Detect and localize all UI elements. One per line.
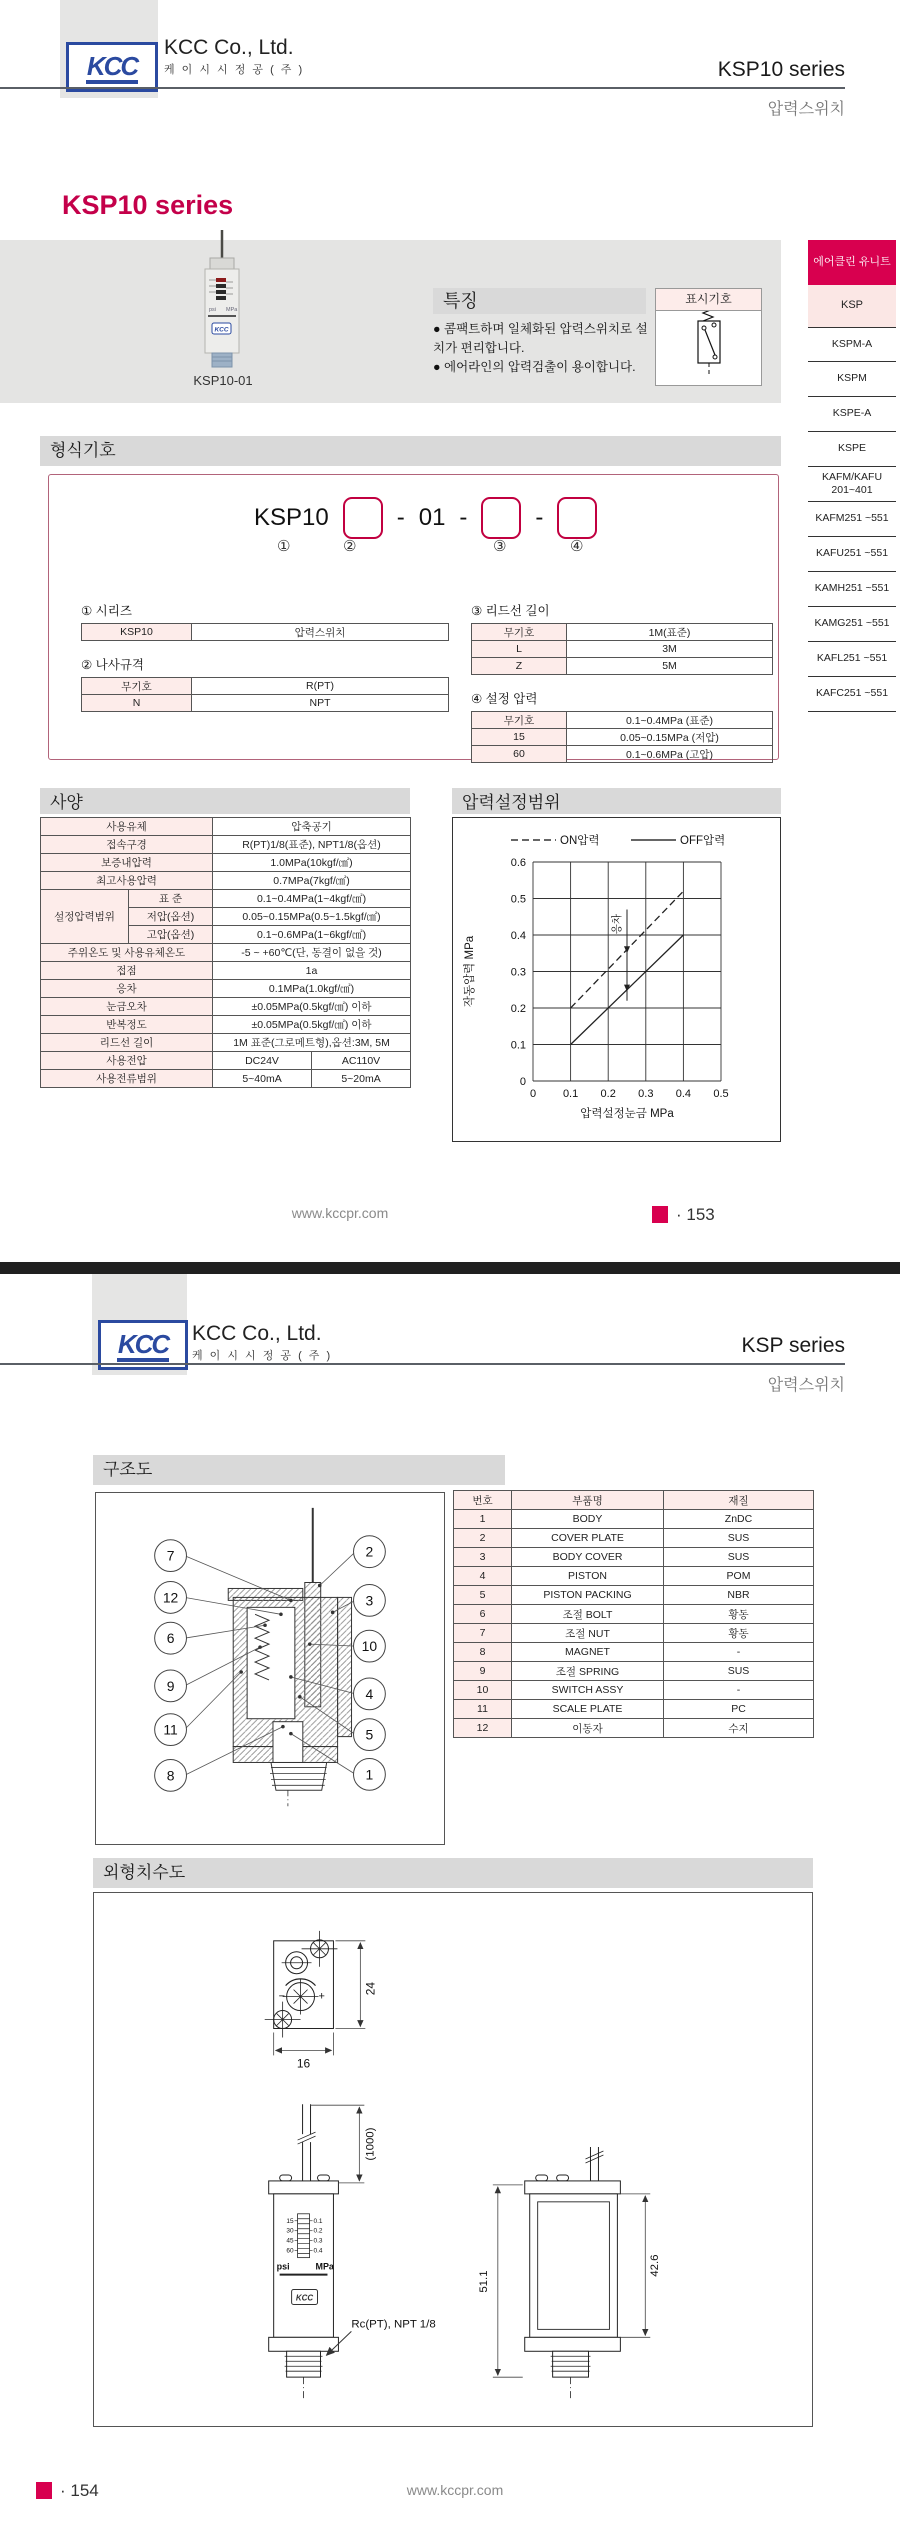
- model-group-value: 0.1~0.4MPa (표준): [567, 712, 773, 729]
- header-rule-2: [0, 1363, 845, 1365]
- callout-leader: [320, 1552, 356, 1586]
- product-cap: [210, 258, 234, 269]
- model-group-title: ② 나사규격: [81, 658, 144, 672]
- parts-cell: PC: [664, 1700, 814, 1719]
- model-code-mark-4: ④: [570, 538, 584, 555]
- model-code-slot-2: [343, 497, 383, 539]
- callout-dot: [279, 1613, 283, 1617]
- parts-row: [454, 1719, 814, 1738]
- sidebar-item-kafm-kafu-201-401[interactable]: KAFM/KAFU 201~401: [808, 467, 896, 502]
- model-group-key: 무기호: [472, 712, 567, 729]
- parts-header-cell: 재질: [664, 1491, 814, 1510]
- spec-row: [41, 818, 411, 836]
- model-group-table: [81, 677, 449, 712]
- callout-dot: [281, 1725, 285, 1729]
- sidebar-tab-aircleaning-unit[interactable]: 에어클린 유니트: [808, 240, 896, 285]
- company-name-kr: 케 이 시 시 정 공 ( 주 ): [164, 64, 305, 77]
- parts-cell: BODY: [512, 1510, 664, 1529]
- front-scale-mpa: 0.2: [313, 2227, 323, 2235]
- parts-row: [454, 1586, 814, 1605]
- spec-row: [41, 1034, 411, 1052]
- footer-url-2: www.kccpr.com: [406, 2482, 504, 2498]
- parts-cell: POM: [664, 1567, 814, 1586]
- parts-cell: 조절 BOLT: [512, 1605, 664, 1624]
- model-group: [81, 655, 449, 712]
- parts-row: [454, 1605, 814, 1624]
- parts-cell: SUS: [664, 1548, 814, 1567]
- x-tick-label: 0.2: [600, 1088, 616, 1100]
- model-group-row: [472, 624, 773, 641]
- parts-cell: PISTON: [512, 1567, 664, 1586]
- model-group-row: [472, 641, 773, 658]
- spec-value-2: AC110V: [312, 1052, 411, 1070]
- parts-no: 11: [454, 1700, 512, 1719]
- parts-header-cell: 번호: [454, 1491, 512, 1510]
- model-code-dash-1: -: [396, 504, 405, 531]
- model-group-row: [82, 678, 449, 695]
- model-code-groups-right: [471, 601, 773, 777]
- kcc-logo-text-2: KCC: [117, 1329, 169, 1362]
- model-code-slot-3: [481, 497, 521, 539]
- parts-cell: SUS: [664, 1662, 814, 1681]
- spec-label: 접속구경: [41, 836, 213, 854]
- sidebar-item-kamg251-551[interactable]: KAMG251 ~551: [808, 607, 896, 642]
- model-group-key: 무기호: [82, 678, 192, 695]
- company-block-2: [192, 1322, 332, 1363]
- x-tick-label: 0.4: [675, 1088, 692, 1100]
- spec-value: 압축공기: [213, 818, 411, 836]
- top-view: [265, 1931, 338, 2038]
- structure-heading: 구조도: [93, 1455, 505, 1485]
- model-group-table: [471, 711, 773, 763]
- model-code-heading: 형식기호: [40, 436, 781, 466]
- parts-cell: 조절 SPRING: [512, 1662, 664, 1681]
- spec-row: [41, 998, 411, 1016]
- header-rule: [0, 87, 845, 89]
- cross-section-drawing: [228, 1508, 351, 1806]
- parts-no: 7: [454, 1624, 512, 1643]
- front-mpa-label: MPa: [315, 2261, 334, 2272]
- product-logo-text: KCC: [214, 326, 229, 334]
- parts-table-wrap: [453, 1490, 813, 1738]
- front-scale-psi: 15: [286, 2217, 294, 2225]
- callout-dot: [263, 1623, 267, 1627]
- front-view: [269, 2104, 339, 2399]
- parts-cell: 황동: [664, 1624, 814, 1643]
- parts-no: 12: [454, 1719, 512, 1738]
- product-mpa-label: MPa: [226, 307, 238, 313]
- chart-heading: 압력설정범위: [452, 788, 781, 814]
- parts-row: [454, 1548, 814, 1567]
- front-logo-text: KCC: [295, 2293, 314, 2303]
- model-group-value: 5M: [567, 658, 773, 675]
- callout-number: 7: [166, 1547, 175, 1564]
- kcc-logo: [66, 42, 158, 92]
- parts-cell: -: [664, 1643, 814, 1662]
- model-group-table: [471, 623, 773, 675]
- model-group-value: 1M(표준): [567, 624, 773, 641]
- model-code-mark-3: ③: [493, 538, 507, 555]
- model-code-slot-4: [557, 497, 597, 539]
- parts-cell: -: [664, 1681, 814, 1700]
- dial-plus: +: [318, 1990, 325, 2003]
- model-group-key: 60: [472, 746, 567, 763]
- product-psi-label: psi: [209, 307, 217, 313]
- spec-label: 반복정도: [41, 1016, 213, 1034]
- model-group-row: [472, 658, 773, 675]
- product-photo: [178, 228, 263, 373]
- model-group-value: 압력스위치: [192, 624, 449, 641]
- model-group-title: ① 시리즈: [81, 604, 132, 618]
- parts-row: [454, 1567, 814, 1586]
- sidebar-item-kspm[interactable]: KSPM: [808, 362, 896, 397]
- company-name: KCC Co., Ltd.: [164, 36, 294, 59]
- parts-row: [454, 1529, 814, 1548]
- model-code-dash-2: -: [459, 504, 468, 531]
- parts-no: 5: [454, 1586, 512, 1605]
- spec-row: [41, 854, 411, 872]
- company-name-kr-2: 케 이 시 시 정 공 ( 주 ): [192, 1350, 333, 1363]
- spec-row: [41, 1052, 411, 1070]
- model-group-row: [472, 746, 773, 763]
- callout-leader: [184, 1672, 241, 1730]
- front-scale-psi: 45: [286, 2237, 294, 2245]
- spec-label: 사용전류범위: [41, 1070, 213, 1088]
- spec-row: [41, 1016, 411, 1034]
- callout-dot: [289, 1599, 293, 1603]
- footer-url-1: www.kccpr.com: [291, 1205, 389, 1221]
- parts-cell: SUS: [664, 1529, 814, 1548]
- structure-diagram: [96, 1493, 444, 1844]
- dim-lead-length: (1000): [364, 2127, 377, 2161]
- spec-row: [41, 872, 411, 890]
- parts-no: 4: [454, 1567, 512, 1586]
- model-code-mark-1: ①: [277, 538, 291, 555]
- callout-number: 11: [163, 1721, 178, 1738]
- page-number-2-value: 154: [70, 2481, 99, 2500]
- spec-value: 0.1~0.4MPa(1~4kgf/㎠): [213, 890, 411, 908]
- model-group-value: 0.05~0.15MPa (저압): [567, 729, 773, 746]
- front-scale-mpa: 0.3: [313, 2237, 323, 2245]
- parts-header-row: [454, 1491, 814, 1510]
- callout-dot: [289, 1732, 293, 1736]
- spec-label: 접점: [41, 962, 213, 980]
- parts-cell: 이동자: [512, 1719, 664, 1738]
- spec-label: 사용전압: [41, 1052, 213, 1070]
- spec-sub-label: 고압(옵션): [129, 926, 213, 944]
- callout-number: 9: [166, 1677, 175, 1694]
- model-group-key: Z: [472, 658, 567, 675]
- spec-row: [41, 836, 411, 854]
- parts-cell: 조절 NUT: [512, 1624, 664, 1643]
- parts-row: [454, 1700, 814, 1719]
- thread-label: Rc(PT), NPT 1/8: [351, 2318, 436, 2331]
- hysteresis-label: 응차: [611, 913, 623, 935]
- dim-front-height: 51.1: [477, 2270, 490, 2293]
- model-group-key: N: [82, 695, 192, 712]
- page-number-2: · 154: [60, 2481, 99, 2500]
- dimensions-box: [93, 1892, 813, 2427]
- sidebar-item-ksp-active[interactable]: KSP: [808, 285, 896, 327]
- callout-number: 8: [166, 1767, 175, 1784]
- footer-marker-1: [652, 1206, 668, 1223]
- spec-row: [41, 1070, 411, 1088]
- switch-symbol-icon: [656, 311, 761, 384]
- parts-cell: SCALE PLATE: [512, 1700, 664, 1719]
- parts-cell: NBR: [664, 1586, 814, 1605]
- parts-no: 6: [454, 1605, 512, 1624]
- model-group-value: R(PT): [192, 678, 449, 695]
- spec-value: 1a: [213, 962, 411, 980]
- spec-label: 최고사용압력: [41, 872, 213, 890]
- spec-value: 0.05~0.15MPa(0.5~1.5kgf/㎠): [213, 908, 411, 926]
- page-divider: [0, 1262, 900, 1274]
- callout-number: 5: [365, 1726, 374, 1743]
- sidebar-items: [808, 327, 900, 712]
- spec-value: 0.7MPa(7kgf/㎠): [213, 872, 411, 890]
- y-tick-label: 0.3: [510, 966, 526, 979]
- y-tick-label: 0.2: [510, 1003, 526, 1015]
- sidebar-item-kafc251-551[interactable]: KAFC251 ~551: [808, 677, 896, 712]
- model-group-row: [82, 624, 449, 641]
- model-group-row: [82, 695, 449, 712]
- model-group: [471, 601, 773, 675]
- spec-group-label: 설정압력범위: [41, 890, 129, 944]
- spec-value: R(PT)1/8(표준), NPT1/8(옵션): [213, 836, 411, 854]
- spec-label: 사용유체: [41, 818, 213, 836]
- x-axis-label: 압력설정눈금 MPa: [580, 1108, 674, 1120]
- pressure-chart-box: [452, 817, 781, 1142]
- parts-row: [454, 1681, 814, 1700]
- parts-no: 2: [454, 1529, 512, 1548]
- model-code-base: KSP10: [254, 504, 329, 531]
- sidebar-item-kspm-a[interactable]: KSPM-A: [808, 327, 896, 362]
- legend-off-label: OFF압력: [680, 835, 726, 847]
- spec-value-2: 5~20mA: [312, 1070, 411, 1088]
- callout-dot: [298, 1695, 302, 1699]
- structure-diagram-box: [95, 1492, 445, 1845]
- spec-sub-label: 표 준: [129, 890, 213, 908]
- feature-item-2: ● 에어라인의 압력검출이 용이합니다.: [433, 359, 636, 374]
- spec-row: [41, 962, 411, 980]
- parts-table: [453, 1490, 814, 1738]
- front-scale-psi: 60: [286, 2247, 294, 2255]
- parts-cell: ZnDC: [664, 1510, 814, 1529]
- sidebar: [808, 240, 900, 712]
- parts-no: 8: [454, 1643, 512, 1662]
- product-caption: KSP10-01: [193, 373, 253, 388]
- product-thread: [212, 353, 232, 367]
- sidebar-item-kspe[interactable]: KSPE: [808, 432, 896, 467]
- page-number-1: · 153: [676, 1205, 715, 1224]
- dim-side-height: 42.6: [649, 2254, 662, 2277]
- spec-label: 보증내압력: [41, 854, 213, 872]
- front-scale-psi: 30: [286, 2227, 294, 2235]
- parts-row: [454, 1510, 814, 1529]
- x-tick-label: 0: [529, 1088, 537, 1100]
- parts-cell: 수지: [664, 1719, 814, 1738]
- x-tick-label: 0.3: [638, 1088, 654, 1100]
- page-series-label: KSP10 series: [717, 58, 845, 81]
- dial-minus: −: [278, 1990, 286, 2003]
- spec-row: [41, 890, 411, 908]
- parts-cell: MAGNET: [512, 1643, 664, 1662]
- spec-label: 눈금오차: [41, 998, 213, 1016]
- kcc-logo-text: KCC: [86, 51, 138, 84]
- front-psi-label: psi: [276, 2261, 290, 2272]
- callout-number: 2: [365, 1543, 374, 1560]
- spec-value: 0.1MPa(1.0kgf/㎠): [213, 980, 411, 998]
- parts-header-cell: 부품명: [512, 1491, 664, 1510]
- parts-cell: COVER PLATE: [512, 1529, 664, 1548]
- company-name-2: KCC Co., Ltd.: [192, 1322, 322, 1345]
- lead-dim: [311, 2105, 365, 2183]
- category-label-2: 압력스위치: [767, 1377, 845, 1394]
- callout-number: 10: [361, 1638, 378, 1655]
- callout-number: 6: [166, 1630, 175, 1647]
- parts-no: 1: [454, 1510, 512, 1529]
- spec-row: [41, 944, 411, 962]
- side-view: [525, 2147, 621, 2399]
- dimensions-drawing: [94, 1893, 812, 2426]
- spec-value: ±0.05MPa(0.5kgf/㎠) 이하: [213, 998, 411, 1016]
- chart-legend: [511, 833, 725, 847]
- parts-cell: SWITCH ASSY: [512, 1681, 664, 1700]
- spec-table: [40, 817, 411, 1088]
- sidebar-item-kafl251-551[interactable]: KAFL251 ~551: [808, 642, 896, 677]
- sidebar-item-kafm251-551[interactable]: KAFM251 ~551: [808, 502, 896, 537]
- sidebar-item-kafu251-551[interactable]: KAFU251 ~551: [808, 537, 896, 572]
- spec-value: ±0.05MPa(0.5kgf/㎠) 이하: [213, 1016, 411, 1034]
- dim-height: 24: [363, 1982, 378, 1996]
- callout-dot: [331, 1611, 335, 1615]
- spec-heading: 사양: [40, 788, 410, 814]
- spec-label: 응차: [41, 980, 213, 998]
- y-tick-label: 0.4: [510, 930, 526, 942]
- callout-dot: [318, 1584, 322, 1588]
- x-tick-label: 0.5: [713, 1088, 729, 1100]
- model-group-key: KSP10: [82, 624, 192, 641]
- callout-number: 1: [365, 1766, 374, 1783]
- model-group-title: ④ 설정 압력: [471, 692, 538, 706]
- spec-value-1: 5~40mA: [213, 1070, 312, 1088]
- parts-cell: 황동: [664, 1605, 814, 1624]
- spec-value-1: DC24V: [213, 1052, 312, 1070]
- pressure-chart: [453, 818, 780, 1141]
- front-scale-mpa: 0.1: [313, 2217, 323, 2225]
- model-group-title: ③ 리드선 길이: [471, 604, 550, 618]
- model-code-groups-left: [81, 601, 449, 726]
- y-tick-label: 0.6: [510, 857, 526, 869]
- model-code-fixed: 01: [418, 504, 446, 531]
- features-list: [433, 320, 648, 376]
- y-tick-label: 0: [519, 1076, 526, 1088]
- model-group: [471, 689, 773, 763]
- model-code-row: [254, 497, 597, 539]
- model-group: [81, 601, 449, 641]
- company-block: [164, 36, 304, 77]
- page-series-label-2: KSP series: [741, 1334, 845, 1357]
- y-tick-label: 0.5: [510, 893, 526, 906]
- legend-on-label: ON압력: [560, 835, 600, 847]
- callout-dot: [289, 1675, 293, 1679]
- spec-row: [41, 980, 411, 998]
- symbol-heading: 표시기호: [656, 289, 761, 311]
- spec-value: -5 ~ +60℃(단, 동결이 없을 것): [213, 944, 411, 962]
- parts-cell: PISTON PACKING: [512, 1586, 664, 1605]
- model-group-row: [472, 729, 773, 746]
- parts-no: 9: [454, 1662, 512, 1681]
- callout-dot: [308, 1642, 312, 1646]
- spec-label: 리드선 길이: [41, 1034, 213, 1052]
- parts-row: [454, 1624, 814, 1643]
- model-group-value: 0.1~0.6MPa (고압): [567, 746, 773, 763]
- spec-sub-label: 저압(옵션): [129, 908, 213, 926]
- model-group-row: [472, 712, 773, 729]
- callout-dot: [239, 1670, 243, 1674]
- sidebar-item-kamh251-551[interactable]: KAMH251 ~551: [808, 572, 896, 607]
- parts-row: [454, 1662, 814, 1681]
- callout-dot: [258, 1645, 262, 1649]
- sidebar-item-kspe-a[interactable]: KSPE-A: [808, 397, 896, 432]
- page-number-1-value: 153: [686, 1205, 715, 1224]
- callout-number: 12: [162, 1589, 179, 1606]
- parts-no: 10: [454, 1681, 512, 1700]
- parts-cell: BODY COVER: [512, 1548, 664, 1567]
- model-code-box: [48, 474, 779, 760]
- callout-number: 3: [365, 1592, 374, 1609]
- callout-number: 4: [365, 1685, 374, 1702]
- model-group-table: [81, 623, 449, 641]
- model-group-key: 15: [472, 729, 567, 746]
- hysteresis-annotation: [610, 909, 630, 1000]
- model-group-value: NPT: [192, 695, 449, 712]
- parts-no: 3: [454, 1548, 512, 1567]
- model-group-key: L: [472, 641, 567, 658]
- spec-value: 1M 표준(그로메트형),옵션:3M, 5M: [213, 1034, 411, 1052]
- spec-label: 주위온도 및 사용유체온도: [41, 944, 213, 962]
- model-group-key: 무기호: [472, 624, 567, 641]
- y-axis-label: 작동압력 MPa: [464, 935, 476, 1008]
- feature-item-1: ● 콤팩트하며 일체화된 압력스위치로 설치가 편리합니다.: [433, 322, 648, 355]
- spec-table-wrap: [40, 817, 410, 1088]
- x-tick-label: 0.1: [562, 1088, 579, 1100]
- parts-row: [454, 1643, 814, 1662]
- model-group-value: 3M: [567, 641, 773, 658]
- page-title: KSP10 series: [62, 190, 234, 220]
- features-heading: 특징: [433, 288, 646, 314]
- dim-width: 16: [296, 2056, 311, 2071]
- footer-marker-2: [36, 2482, 52, 2499]
- model-code-dash-3: -: [535, 504, 544, 531]
- y-tick-label: 0.1: [510, 1039, 526, 1052]
- spec-value: 0.1~0.6MPa(1~6kgf/㎠): [213, 926, 411, 944]
- symbol-box: [655, 288, 762, 386]
- dimensions-heading: 외형치수도: [93, 1858, 813, 1888]
- front-scale-mpa: 0.4: [313, 2247, 323, 2255]
- category-label: 압력스위치: [767, 101, 845, 118]
- spec-value: 1.0MPa(10kgf/㎠): [213, 854, 411, 872]
- model-code-mark-2: ②: [343, 538, 357, 555]
